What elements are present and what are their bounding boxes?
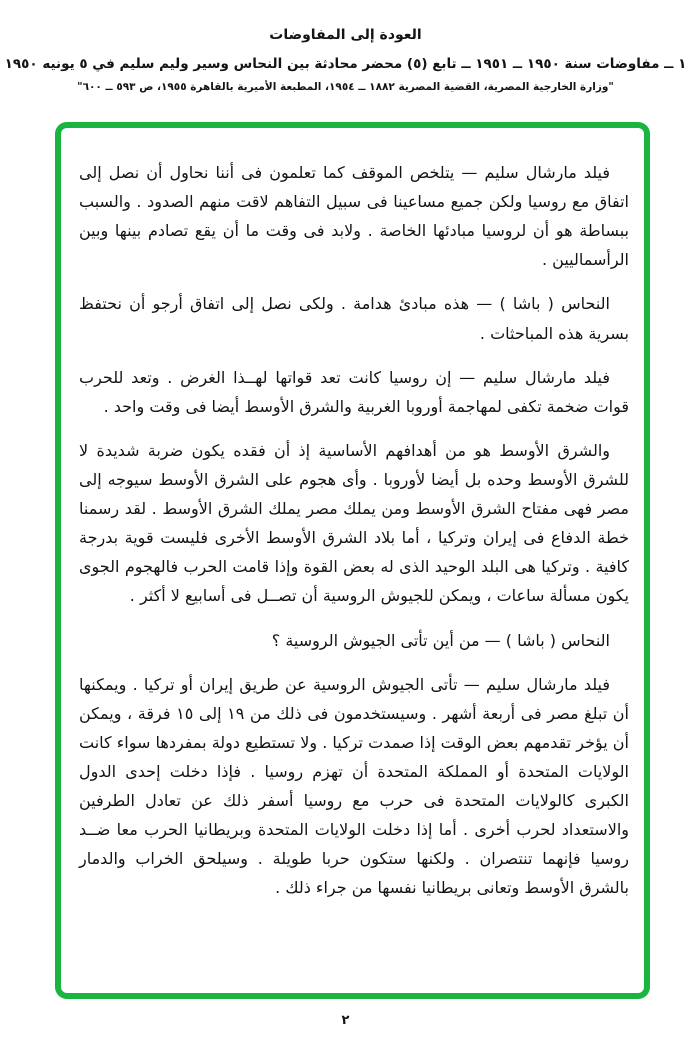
paragraph-field-marshal-slim-3: والشرق الأوسط هو من أهدافهم الأساسية إذ أن فقده يكون ضربة شديدة لا للشرق الأوسط وحده بل أيضا لأوروبا . وأى هجوم على الشرق الأوسط سيوجه إلى مصر فهى مفتاح الشرق الأوسط ومن يملك مصر يملك الشرق الأوسط . لقد رسمنا خطة الدفاع فى إيران وتركيا ، أما بلاد الشرق الأوسط الأخرى فليست قوية بدرجة كافية . وتركيا هى البلد الوحيد الذى له بعض القوة وإذا قامت الحرب فالهجوم الجوى يكون مسألة ساعات ، ويمكن للجيوش الروسية أن تصــل فى أسابيع لا أكثر . — [79, 440, 629, 606]
document-subtitle: ١ ــ مفاوضات سنة ١٩٥٠ ــ ١٩٥١ ــ تابع (٥) محضر محادثة بين النحاس وسير وليم سليم في ٥ يونيه ١٩٥٠ — [4, 56, 687, 72]
paragraph-field-marshal-slim-2: فيلد مارشال سليم — إن روسيا كانت تعد قواتها لهــذا الغرض . وتعد للحرب قوات ضخمة تكفى لمهاجمة أوروبا الغربية والشرق الأوسط أيضا فى وقت واحد . — [79, 367, 629, 416]
paragraph-field-marshal-slim-4: فيلد مارشال سليم — تأتى الجيوش الروسية عن طريق إيران أو تركيا . ويمكنها أن تبلغ مصر فى أربعة أشهر . وسيستخدمون فى ذلك من ١٩ إلى ١٥ فرقة ، ويمكن أن يؤخر تقدمهم بعض الوقت إذا صمدت تركيا . ولا تستطيع دولة بمفردها سواء كانت الولايات المتحدة أو المملكة المتحدة أن تهزم روسيا . فإذا دخلت إحدى الدول الكبرى كالولايات المتحدة فى حرب مع روسيا أسفر ذلك عن تعادل الطرفين والاستعداد لحرب أخرى . أما إذا دخلت الولايات المتحدة وبريطانيا الحرب معا ضــد روسيا فإنهما تنتصران . ولكنها ستكون حربا طويلة . وسيلحق الخراب والدمار بالشرق الأوسط وتعانى بريطانيا نفسها من جراء ذلك . — [79, 674, 630, 898]
annotation-frame — [55, 122, 650, 999]
document-body — [61, 128, 644, 903]
page-number: ٢ — [341, 1013, 350, 1028]
paragraph-nahhas-pasha-2: النحاس ( باشا ) — من أين تأتى الجيوش الروسية ؟ — [271, 630, 610, 650]
document-header — [0, 0, 691, 93]
paragraph-field-marshal-slim-1: فيلد مارشال سليم — يتلخص الموقف كما تعلمون فى أننا نحاول أن نصل إلى اتفاق مع روسيا ولكن جميع مساعينا فى سبيل التفاهم لاقت منهم الصدود . والسبب ببساطة هو أن لروسيا مبادئها الخاصة . ولابد فى وقت ما أن يقع تصادم بينها وبين الرأسماليين . — [79, 163, 629, 270]
page-title: العودة إلى المفاوضات — [269, 27, 422, 43]
paragraph-nahhas-pasha-1: النحاس ( باشا ) — هذه مبادئ هدامة . ولكى نصل إلى اتفاق أرجو أن نحتفظ بسرية هذه المباحثات . — [79, 294, 629, 343]
source-citation: "وزارة الخارجية المصرية، القضية المصرية ١٨٨٢ ــ ١٩٥٤، المطبعة الأميرية بالقاهرة ١٩٥٥، ص ٥٩٣ ــ ٦٠٠" — [77, 81, 614, 93]
